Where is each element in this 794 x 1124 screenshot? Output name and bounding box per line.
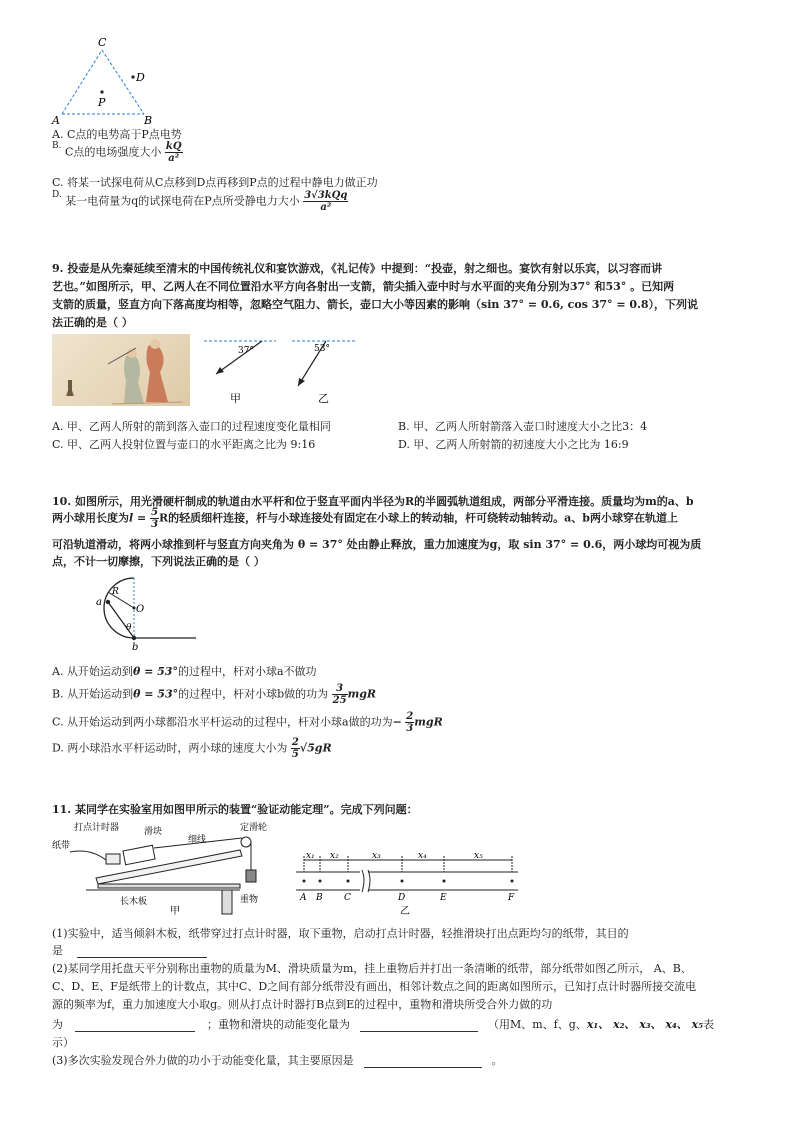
answer-blank-1[interactable] <box>77 957 207 958</box>
q9-option-b: B. 甲、乙两人所射箭落入壶口时速度大小之比3：4 <box>398 420 648 433</box>
label-weight: 重物 <box>240 895 259 905</box>
label-C: C <box>98 36 107 49</box>
label-fig-yi: 乙 <box>400 906 410 917</box>
label-D: D <box>136 71 145 84</box>
q9-option-c: C. 甲、乙两人投射位置与壶口的水平距离之比为 9:16 <box>52 438 316 451</box>
q8-option-d: $^{D.}$ 某一电荷量为q的试探电荷在P点所受静电力大小 $\frac{\text{3√3kQq}}{\text{a²}}$ <box>52 190 348 213</box>
q10-option-c: C. 从开始运动到两小球都沿水平杆运动的过程中，杆对小球a做的功为− $\frac{2}{3}$ mgR <box>52 711 443 734</box>
q10-option-a: A. 从开始运动到θ = 53°的过程中，杆对小球a不做功 <box>52 665 317 678</box>
q9-line2: 艺也。”如图所示，甲、乙两人在不同位置沿水平方向各射出一支箭，箭尖插入壶中时与水平面的夹角分别为37° 和53° 。已知两 <box>52 280 675 293</box>
answer-blank-4[interactable] <box>364 1067 482 1068</box>
q8-triangle-figure <box>50 36 160 128</box>
q9-line4: 法正确的是（ ） <box>52 316 133 329</box>
angle-37: 37° <box>238 346 254 356</box>
label-B: B <box>316 893 323 903</box>
answer-blank-3[interactable] <box>360 1031 478 1032</box>
q10-option-b: B. 从开始运动到θ = 53°的过程中，杆对小球b做的功为 $\frac{3}{25}$ mgR <box>52 683 377 706</box>
q11-p2d: 为 ；重物和滑块的动能变化量为 （用M、m、f、g、x₁、 x₂、 x₃、 x₄、 x₅表 <box>52 1018 715 1031</box>
label-E: E <box>440 893 447 903</box>
q11-p2a: (2)某同学用托盘天平分别称出重物的质量为M、滑块质量为m，挂上重物后并打出一条清晰的纸带，部分纸带如图乙所示， A、B、 <box>52 962 692 975</box>
q10-line1: 10. 如图所示，用光滑硬杆制成的轨道由水平杆和位于竖直平面内半径为R的半圆弧轨道组成，两部分平滑连接。质量均为m的a、b <box>52 495 694 508</box>
q9-line1: 9. 投壶是从先秦延续至清末的中国传统礼仪和宴饮游戏，《礼记传》中提到：“投壶，射之细也。宴饮有射以乐宾，以习容而讲 <box>52 262 663 275</box>
label-board: 长木板 <box>120 897 148 907</box>
label-x4: x₄ <box>418 852 427 861</box>
label-pulley: 定滑轮 <box>240 823 268 833</box>
q11-line1: 11. 某同学在实验室用如图甲所示的装置“验证动能定理”。完成下列问题： <box>52 803 418 816</box>
label-yi: 乙 <box>318 392 329 405</box>
q8-option-b: $^{B.}$ C点的电场强度大小 $\frac{kQ}{\text{a²}}$ <box>52 141 182 164</box>
q9-option-d: D. 甲、乙两人所射箭的初速度大小之比为 16:9 <box>398 438 629 451</box>
q10-track-figure <box>50 572 200 654</box>
label-A: A <box>300 893 307 903</box>
label-D: D <box>398 893 406 903</box>
label-x3: x₃ <box>372 852 381 861</box>
answer-blank-2[interactable] <box>75 1031 195 1032</box>
q9-option-a: A. 甲、乙两人所射的箭到落入壶口的过程速度变化量相同 <box>52 420 331 433</box>
q11-p1b: 是 <box>52 942 207 958</box>
q10-line3: 可沿轨道滑动，将两小球推到杆与竖直方向夹角为 θ = 37° 处由静止释放，重力加速度为g，取 sin 37° = 0.6，两小球均可视为质 <box>52 538 702 551</box>
q10-option-d: D. 两小球沿水平杆运动时，两小球的速度大小为 $\frac{2}{5}$ √5gR <box>52 737 332 760</box>
label-B: B <box>144 114 153 127</box>
label-P: P <box>98 96 106 109</box>
label-x1: x₁ <box>306 852 315 861</box>
q11-tape-figure <box>292 852 524 918</box>
q10-line2: 两小球用长度为l = $\frac{5}{3}$ R的轻质细杆连接，杆与小球连接处有固定在小球上的转动轴，杆可绕转动轴转动。a、b两小球穿在轨道上 <box>52 507 678 530</box>
label-x5: x₅ <box>474 852 483 861</box>
q8-option-a: A. C点的电势高于P点电势 <box>52 128 182 141</box>
label-b: b <box>132 642 139 653</box>
label-C: C <box>344 893 351 903</box>
label-A: A <box>52 114 60 127</box>
q11-p3: (3)多次实验发现合外力做的功小于动能变化量，其主要原因是 。 <box>52 1054 503 1067</box>
label-thread: 细线 <box>188 835 207 845</box>
label-F: F <box>508 893 515 903</box>
q9-arrows-figure <box>196 334 376 406</box>
label-a: a <box>96 597 102 608</box>
label-O: O <box>136 604 145 615</box>
label-x2: x₂ <box>330 852 339 861</box>
label-R: R <box>112 587 119 597</box>
q8-option-c: C. 将某一试探电荷从C点移到D点再移到P点的过程中静电力做正功 <box>52 176 378 189</box>
label-fig-jia: 甲 <box>170 906 180 917</box>
q11-apparatus-figure <box>50 820 286 918</box>
label-jia: 甲 <box>230 392 241 405</box>
label-slider: 滑块 <box>144 827 163 837</box>
q9-line3: 支箭的质量，竖直方向下落高度均相等，忽略空气阻力、箭长，壶口大小等因素的影响（sin 37° = 0.6, cos 37° = 0.8），下列说 <box>52 298 699 311</box>
q9-painting-image <box>52 334 190 406</box>
label-tape: 纸带 <box>52 841 71 851</box>
q11-p2b: C、D、E、F是纸带上的计数点，其中C、D之间有部分纸带没有画出，相邻计数点之间的距离如图所示，已知打点计时器所接交流电 <box>52 980 697 993</box>
q11-p2e: 示） <box>52 1036 74 1049</box>
label-theta: θ <box>126 623 132 633</box>
q10-line4: 点，不计一切摩擦，下列说法正确的是（ ） <box>52 555 265 568</box>
q11-p2c: 源的频率为f，重力加速度大小取g。则从打点计时器打B点到E的过程中，重物和滑块所受合外力做的功 <box>52 998 553 1011</box>
q11-p1a: (1)实验中，适当倾斜木板，纸带穿过打点计时器，取下重物，启动打点计时器，轻推滑块打出点距均匀的纸带，其目的 <box>52 927 629 940</box>
label-timer: 打点计时器 <box>74 823 120 833</box>
angle-53: 53° <box>314 344 330 354</box>
